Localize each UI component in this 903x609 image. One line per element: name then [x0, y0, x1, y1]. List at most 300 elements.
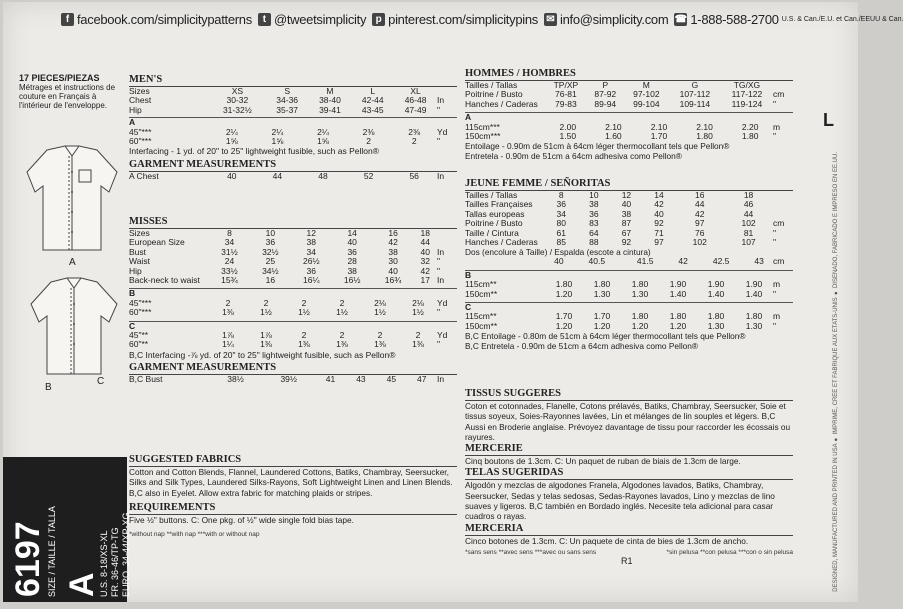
value-cell: 1.80 — [593, 279, 611, 290]
value-cell: 85 — [556, 237, 567, 248]
value-cell: 42 — [694, 208, 705, 219]
value-cell: 32 — [420, 256, 430, 267]
value-cell: 1.70 — [593, 311, 611, 322]
value-cell: 17 — [420, 275, 430, 286]
table-row — [129, 331, 457, 340]
row-label: European Size — [129, 237, 185, 248]
jeune-entoilage: B,C Entoilage - 0.80m de 51cm à 64cm léger thermocollant tels que Pellon® — [465, 331, 746, 342]
row-label: 115cm*** — [465, 121, 500, 132]
telas-text: Algodón y mezclas de algodones Franela, Algodones lavados, Batiks, Chambray, Seersucker, Sedas y telas sedosas, Sedas-Rayones lavados, Lino y mezclas de lino suaves y ligeros. B,C también en Bordado inglés. Necesite tela adicional para casar cuadros o rayas. — [465, 480, 775, 522]
value-cell: 41 — [325, 373, 336, 384]
jeune-b-table — [465, 271, 793, 299]
mens-garment-table — [129, 172, 457, 181]
requirements-text: Five ½" buttons. C: One pkg. of ½" wide single fold bias tape. — [129, 514, 354, 525]
unit-cell: " — [437, 265, 441, 276]
value-cell: 32½ — [262, 246, 279, 257]
row-label: 45"*** — [129, 126, 152, 137]
value-cell: 1.80 — [555, 279, 573, 290]
value-cell: 41.5 — [636, 256, 654, 267]
value-cell: 1⅜ — [222, 307, 234, 318]
jeune-section — [465, 178, 793, 351]
value-cell: 1.80 — [631, 279, 649, 290]
value-cell: 36 — [306, 265, 316, 276]
value-cell: 44 — [694, 199, 705, 210]
value-cell: 1⅜ — [260, 339, 272, 350]
value-cell: 47-49 — [404, 104, 427, 115]
unit-cell — [773, 200, 793, 209]
phone-icon: ☎ — [674, 13, 688, 25]
unit-cell — [437, 229, 457, 238]
twitter-link[interactable]: @tweetsimplicity — [273, 11, 367, 27]
value-cell: 39-41 — [319, 104, 341, 115]
value-cell: 81 — [743, 227, 754, 238]
row-label: Hanches / Caderas — [465, 98, 538, 109]
value-cell: 2¼ — [225, 126, 238, 137]
value-cell: 76 — [694, 227, 705, 238]
pieces-info — [19, 74, 129, 110]
value-cell: 119-124 — [731, 98, 763, 109]
value-cell: 16¼ — [302, 275, 320, 286]
value-cell: 18 — [743, 190, 754, 200]
value-cell: 38 — [589, 199, 599, 210]
code-label: R1 — [621, 555, 633, 566]
value-cell: 2⅛ — [374, 297, 386, 308]
value-cell: 43 — [754, 256, 764, 267]
value-cell: 8 — [227, 228, 232, 238]
value-cell: 1⅝ — [317, 136, 329, 147]
unit-cell: In — [437, 95, 445, 106]
unit-cell: m — [773, 279, 781, 290]
value-cell: 2 — [301, 297, 307, 308]
misses-garment-title: GARMENT MEASUREMENTS — [129, 362, 457, 375]
view-c-label: C — [97, 376, 105, 387]
row-label: Chest — [129, 95, 152, 106]
value-cell: 1.20 — [669, 320, 687, 331]
value-cell: 34 — [556, 208, 567, 219]
footnote-fr: *sans sens **avec sens ***avec ou sans sens — [465, 548, 597, 556]
edge-text-strip — [833, 152, 847, 592]
value-cell: 38 — [388, 246, 398, 257]
twitter-icon: t — [258, 13, 271, 26]
value-cell: 35-37 — [276, 104, 299, 115]
value-cell: 1.80 — [631, 311, 649, 322]
value-cell: 40 — [420, 246, 430, 257]
table-row — [129, 276, 457, 285]
misses-b-table — [129, 289, 457, 317]
value-cell: 38½ — [227, 373, 244, 384]
value-cell: 1.50 — [559, 131, 577, 142]
table-row — [465, 322, 793, 331]
size-cell: TP/XP — [553, 80, 579, 90]
view-a-shirt-drawing — [17, 142, 127, 257]
value-cell: 1⅜ — [336, 339, 348, 350]
value-cell: 14 — [347, 228, 357, 238]
row-label: 60"*** — [129, 307, 152, 318]
requirements-title: REQUIREMENTS — [129, 502, 457, 515]
value-cell: 16 — [694, 190, 705, 200]
mens-sizes-table — [129, 87, 457, 115]
unit-cell: Yd — [437, 297, 448, 308]
edge-text: DESIGNED, MANUFACTURED AND PRINTED IN USA ● IMPRIMÉ, CRÉÉ ET FABRIQUÉ AUX ÉTATS-UNIS ● DISEÑADO, FABRICADO E IMPRESO EN EE.UU. — [833, 152, 839, 592]
unit-cell: cm — [773, 89, 785, 100]
hommes-sizes-table — [465, 81, 793, 109]
value-cell: 1.40 — [707, 288, 725, 299]
mens-title: MEN'S — [129, 74, 457, 87]
value-cell: 67 — [621, 227, 632, 238]
view-label: B — [129, 288, 136, 299]
table-row — [465, 132, 793, 141]
jeune-dos-table — [465, 257, 793, 266]
email-link[interactable]: info@simplicity.com — [559, 11, 669, 27]
value-cell: 1⅝ — [225, 136, 238, 147]
value-cell: 2¼ — [317, 126, 329, 137]
suggested-title: SUGGESTED FABRICS — [129, 454, 457, 467]
mens-fabric-table — [129, 118, 457, 146]
value-cell: 1.40 — [745, 288, 763, 299]
row-label: Waist — [129, 256, 150, 267]
size-lines — [99, 512, 132, 597]
size-cell: XS — [231, 86, 244, 96]
facebook-link[interactable]: facebook.com/simplicitypatterns — [77, 11, 252, 27]
row-label: Sizes — [129, 228, 150, 238]
value-cell: 42-44 — [361, 95, 384, 106]
value-cell: 40 — [347, 237, 357, 248]
value-cell: 1⅞ — [260, 330, 272, 341]
value-cell: 24 — [224, 256, 235, 267]
row-label: 150cm*** — [465, 131, 501, 142]
value-cell: 109-114 — [679, 98, 711, 109]
row-label: A Chest — [129, 171, 159, 182]
row-label: 115cm** — [465, 279, 497, 290]
value-cell: 1.80 — [741, 131, 759, 142]
value-cell: 46 — [743, 199, 754, 210]
email-icon: ✉ — [544, 13, 557, 26]
value-cell: 2⅛ — [412, 297, 424, 308]
value-cell: 36 — [556, 199, 567, 210]
facebook-icon: f — [61, 13, 74, 26]
value-cell: 1.80 — [696, 131, 713, 142]
table-row — [129, 248, 457, 257]
value-cell: 102 — [741, 218, 756, 229]
value-cell: 1.30 — [745, 320, 763, 331]
table-row — [129, 308, 457, 317]
row-label: Tallas europeas — [465, 208, 525, 219]
value-cell: 38 — [347, 265, 357, 276]
misses-title: MISSES — [129, 216, 457, 229]
table-row — [129, 322, 457, 331]
value-cell: 2⅜ — [362, 126, 375, 137]
unit-cell: " — [437, 339, 441, 350]
row-label: Bust — [129, 246, 147, 257]
value-cell: 64 — [589, 227, 599, 238]
value-cell: 31½ — [221, 246, 238, 257]
table-row — [465, 100, 793, 109]
value-cell: 1½ — [336, 307, 348, 318]
view-a-label: A — [69, 257, 76, 268]
merceria-title: MERCERIA — [465, 523, 793, 536]
size-box — [3, 457, 131, 602]
value-cell: 2.20 — [741, 121, 759, 132]
value-cell: 38 — [621, 208, 632, 219]
value-cell: 47 — [417, 373, 427, 384]
mens-interfacing: Interfacing - 1 yd. of 20" to 25" lightweight fusible, such as Pellon® — [129, 146, 379, 157]
unit-cell: " — [437, 104, 441, 115]
value-cell: 25 — [265, 256, 276, 267]
value-cell: 42 — [388, 237, 398, 248]
value-cell: 16 — [265, 275, 276, 286]
value-cell: 87 — [621, 218, 632, 229]
view-label: A — [465, 112, 472, 123]
pieces-text: Métrages et instructions de couture en Français à l'intérieur de l'enveloppe. — [19, 83, 116, 110]
size-cell: M — [642, 80, 650, 90]
row-label — [465, 257, 545, 266]
table-row — [129, 375, 457, 384]
value-cell: 46-48 — [404, 95, 427, 106]
value-cell: 40 — [227, 171, 237, 182]
pattern-number: 6197 — [9, 521, 47, 597]
hommes-title: HOMMES / HOMBRES — [465, 68, 793, 81]
value-cell: 2 — [225, 297, 231, 308]
table-row — [465, 280, 793, 289]
sizes-label: Sizes — [129, 86, 150, 96]
unit-cell: " — [437, 136, 441, 147]
value-cell: 42 — [654, 199, 664, 210]
value-cell: 2 — [415, 330, 421, 341]
jeune-dos-label: Dos (encolure à Taille) / Espalda (escote a cintura) — [465, 247, 651, 258]
value-cell: 45 — [386, 373, 397, 384]
unit-cell: " — [773, 288, 777, 299]
mercerie-title: MERCERIE — [465, 443, 793, 456]
value-cell: 1⅜ — [374, 339, 386, 350]
value-cell: 1.90 — [707, 279, 725, 290]
pieces-title: 17 PIECES/PIEZAS — [19, 73, 100, 83]
table-row — [129, 137, 457, 146]
value-cell: 1½ — [412, 307, 424, 318]
hommes-entretela: Entretela - 0.90m de 51cm a 64cm adhesiva como Pellon® — [465, 151, 682, 162]
social-bar — [55, 10, 903, 28]
value-cell: 36 — [589, 208, 599, 219]
value-cell: 36 — [347, 246, 357, 257]
row-label: B,C Bust — [129, 373, 163, 384]
value-cell: 16 — [388, 228, 398, 238]
merceria-text: Cinco botones de 1.3cm. C: Un paquete de cinta de bies de 1.3cm de ancho. — [465, 535, 749, 546]
size-title: SIZE / TAILLE / TALLA — [47, 506, 57, 597]
table-row — [465, 238, 793, 247]
value-cell: 48 — [318, 171, 328, 182]
table-row — [129, 106, 457, 115]
telas-title: TELAS SUGERIDAS — [465, 467, 793, 480]
value-cell: 12 — [306, 228, 316, 238]
row-label: 45"** — [129, 330, 149, 341]
table-row — [129, 299, 457, 308]
value-cell: 117-122 — [731, 89, 763, 100]
row-label: Tailles Françaises — [465, 199, 533, 210]
value-cell: 28 — [347, 256, 357, 267]
table-row — [129, 172, 457, 181]
phone-note: U.S. & Can./E.U. et Can./EEUU & Can. — [781, 15, 903, 23]
value-cell: 39½ — [280, 373, 297, 384]
jeune-measure-table — [465, 191, 793, 247]
unit-cell: In — [437, 275, 445, 286]
tissus-title: TISSUS SUGGERES — [465, 388, 793, 401]
value-cell: 44 — [272, 171, 283, 182]
value-cell: 10 — [265, 228, 276, 238]
value-cell: 1.20 — [593, 320, 611, 331]
hommes-entoilage: Entoilage - 0.90m de 51cm à 64cm léger thermocollant tels que Pellon® — [465, 141, 730, 152]
size-line-us: U.S. 8-18/XS-XL — [99, 530, 109, 597]
value-cell: 30 — [388, 256, 398, 267]
value-cell: 31-32½ — [222, 104, 252, 115]
value-cell: 1⅜ — [298, 339, 310, 350]
value-cell: 14 — [654, 190, 664, 200]
value-cell: 36 — [265, 237, 276, 248]
pattern-envelope-back — [3, 2, 903, 602]
row-label: Back-neck to waist — [129, 275, 200, 286]
value-cell: 83 — [589, 218, 599, 229]
value-cell: 107 — [741, 237, 756, 248]
size-cell: G — [691, 80, 699, 90]
value-cell: 1.20 — [631, 320, 649, 331]
unit-cell: cm — [773, 218, 785, 229]
value-cell: 42.5 — [712, 256, 730, 267]
table-row — [465, 290, 793, 299]
row-label: Hanches / Caderas — [465, 237, 538, 248]
pinterest-link[interactable]: pinterest.com/simplicitypins — [388, 11, 538, 27]
value-cell: 2.10 — [696, 121, 713, 132]
table-row — [129, 128, 457, 137]
value-cell: 1.80 — [745, 311, 763, 322]
value-cell: 1.90 — [745, 279, 763, 290]
value-cell: 2.10 — [605, 121, 622, 132]
value-cell: 40 — [554, 256, 564, 267]
value-cell: 1½ — [260, 307, 272, 318]
size-cell: XL — [410, 86, 421, 96]
view-label: C — [129, 320, 136, 331]
value-cell: 97 — [694, 218, 705, 229]
row-label: 115cm** — [465, 311, 497, 322]
unit-cell: cm — [773, 256, 785, 267]
table-row — [129, 289, 457, 298]
suggested-text: Cotton and Cotton Blends, Flannel, Laundered Cottons, Batiks, Chambray, Seersucker, Silks and Silk Types, Laundered Silks-Rayons, Soft Lightweight Linen and Linen Blends. B,C also in Eyelet. Allow extra fabric for matching plaids or stripes. — [129, 467, 453, 498]
unit-cell: Yd — [437, 330, 448, 341]
value-cell: 102 — [692, 237, 707, 248]
value-cell: 30-32 — [226, 95, 249, 106]
value-cell: 1⅜ — [412, 339, 424, 350]
value-cell: 42 — [678, 256, 688, 267]
value-cell: 1.70 — [650, 131, 668, 142]
value-cell: 88 — [589, 237, 599, 248]
value-cell: 87-92 — [594, 89, 617, 100]
table-row — [465, 303, 793, 312]
mercerie-text: Cinq boutons de 1.3cm. C: Un paquet de ruban de biais de 1.3cm de large. — [465, 456, 741, 467]
unit-cell: " — [773, 227, 777, 238]
value-cell: 1.90 — [669, 279, 687, 290]
jeune-entretela: B,C Entretela - 0.90m de 51cm a 64cm adhesiva como Pellon® — [465, 341, 699, 352]
value-cell: 44 — [420, 237, 430, 248]
unit-cell: " — [773, 131, 777, 142]
row-label: Poitrine / Busto — [465, 89, 523, 100]
value-cell: 2.00 — [559, 121, 577, 132]
jeune-title: JEUNE FEMME / SEÑORITAS — [465, 178, 793, 191]
view-bc-shirt-drawing — [25, 274, 125, 384]
value-cell: 79-83 — [555, 98, 577, 109]
value-cell: 40.5 — [588, 256, 606, 267]
value-cell: 1⅞ — [222, 330, 234, 341]
value-cell: 1.20 — [555, 320, 573, 331]
tissus-text: Coton et cotonnades, Flanelle, Cotons prélavés, Batiks, Chambray, Seersucker, Soie et tissus soyeux, Soies-Rayonnes lavées, Lin et mélanges de lin souples et légers. B,C Aussi en Broderie anglaise. Prévoyez davantage de tissu pour raccorder les écossais ou rayures. — [465, 401, 791, 442]
value-cell: 1½ — [374, 307, 386, 318]
value-cell: 107-112 — [679, 89, 711, 100]
misses-section — [129, 216, 457, 384]
unit-cell: " — [773, 98, 777, 109]
value-cell: 34 — [224, 237, 235, 248]
value-cell: 2 — [366, 136, 371, 147]
unit-cell — [773, 191, 793, 200]
value-cell: 2 — [411, 136, 417, 147]
value-cell: 16¾ — [384, 275, 402, 286]
value-cell: 42 — [420, 265, 430, 276]
row-label: 45"*** — [129, 297, 152, 308]
value-cell: 8 — [558, 190, 564, 200]
value-cell: 1.40 — [669, 288, 687, 299]
value-cell: 1⅝ — [271, 136, 284, 147]
value-cell: 2 — [377, 330, 383, 341]
value-cell: 1.30 — [631, 288, 649, 299]
value-cell: 2.10 — [650, 121, 668, 132]
pinterest-icon: p — [372, 13, 385, 26]
value-cell: 56 — [409, 171, 419, 182]
value-cell: 61 — [556, 227, 567, 238]
row-label: Hip — [129, 104, 142, 115]
value-cell: 43 — [356, 373, 366, 384]
value-cell: 2 — [301, 330, 307, 341]
unit-cell: In — [437, 246, 445, 257]
value-cell: 1½ — [298, 307, 310, 318]
value-cell: 16½ — [343, 275, 361, 286]
tissus-section — [465, 388, 793, 566]
table-row — [129, 238, 457, 247]
sizes-label: Tailles / Tallas — [465, 80, 518, 90]
value-cell: 26½ — [302, 256, 320, 267]
misses-c-table — [129, 322, 457, 350]
unit-cell: " — [773, 320, 777, 331]
table-row — [465, 257, 793, 266]
value-cell: 92 — [621, 237, 632, 248]
unit-cell: " — [437, 307, 441, 318]
value-cell: 43-45 — [361, 104, 384, 115]
mens-garment-title: GARMENT MEASUREMENTS — [129, 159, 457, 172]
value-cell: 2 — [263, 297, 269, 308]
value-cell: 97-102 — [633, 89, 660, 100]
jeune-c-table — [465, 303, 793, 331]
value-cell: 40 — [621, 199, 632, 210]
size-cell: S — [284, 86, 290, 96]
misses-measure-table — [129, 229, 457, 285]
value-cell: 12 — [621, 190, 632, 200]
view-label: C — [465, 302, 472, 313]
row-label: Hip — [129, 265, 142, 276]
value-cell: 80 — [556, 218, 567, 229]
value-cell: 1.60 — [605, 131, 622, 142]
unit-cell: m — [773, 121, 781, 132]
value-cell: 1.30 — [593, 288, 611, 299]
view-label: B — [465, 269, 472, 280]
value-cell: 1.20 — [555, 288, 573, 299]
view-b-label: B — [45, 382, 52, 393]
value-cell: 1.80 — [707, 311, 725, 322]
size-cell: L — [370, 86, 376, 96]
unit-cell: In — [437, 373, 445, 384]
